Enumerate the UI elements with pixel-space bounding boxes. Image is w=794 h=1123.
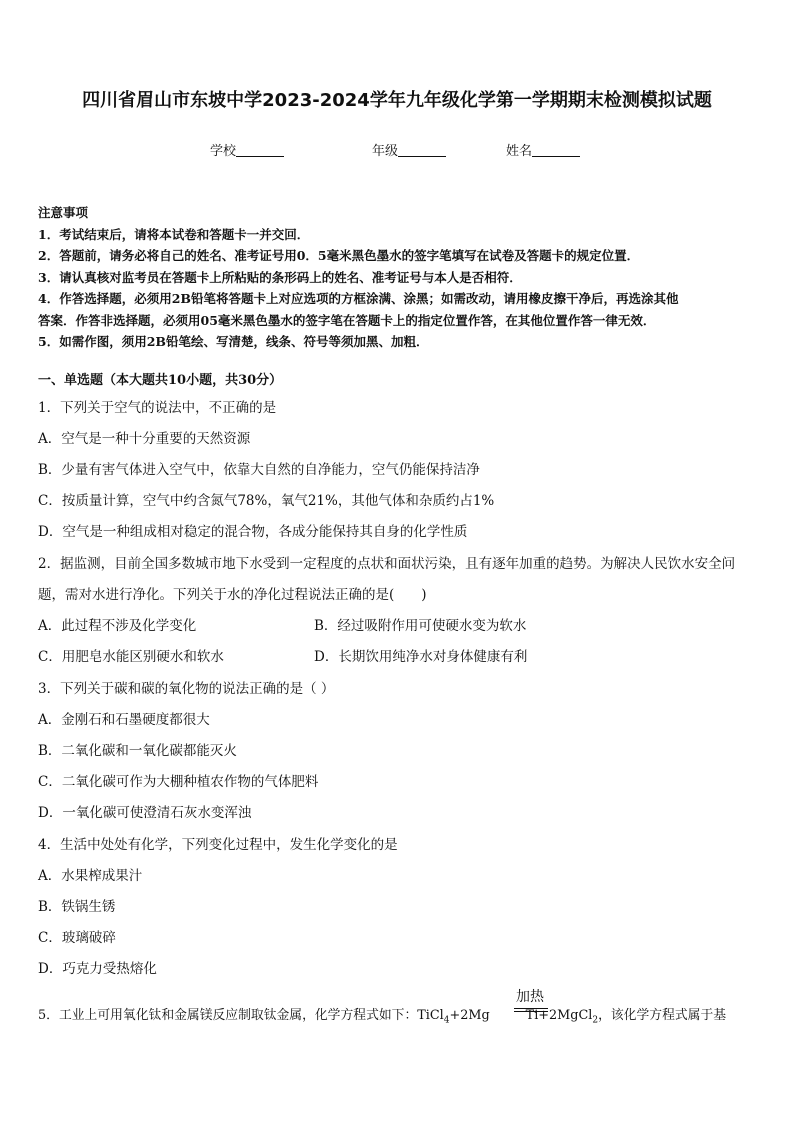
- grade-blank[interactable]: [398, 142, 446, 157]
- q2-option-d[interactable]: D．长期饮用纯净水对身体健康有利: [314, 649, 528, 665]
- note-item: 4．作答选择题，必须用2B铅笔将答题卡上对应选项的方框涂满、涂黑；如需改动，请用橡皮擦干净后，再选涂其他: [38, 291, 679, 306]
- name-field[interactable]: [506, 140, 580, 159]
- notes-block: [38, 202, 763, 353]
- q1-option-c[interactable]: C．按质量计算，空气中约含氮气78%，氧气21%，其他气体和杂质约占1%: [38, 493, 495, 509]
- q4-option-a[interactable]: A．水果榨成果汁: [38, 868, 143, 884]
- q3-option-c[interactable]: C．二氧化碳可作为大棚种植农作物的气体肥料: [38, 774, 319, 790]
- q5-sub-4: 4: [443, 1015, 450, 1026]
- q5-sub-2: 2: [592, 1015, 599, 1026]
- q2-option-c[interactable]: C．用肥皂水能区别硬水和软水: [38, 649, 224, 665]
- q5-stem: [38, 1004, 726, 1026]
- note-item: 1．考试结束后，请将本试卷和答题卡一并交回．: [38, 226, 310, 242]
- grade-label: 年级: [372, 144, 399, 159]
- notes-heading: 注意事项: [38, 205, 89, 220]
- q1-stem: 1．下列关于空气的说法中，不正确的是: [38, 400, 277, 416]
- q5-stem-tail: ，该化学方程式属于基: [598, 1008, 727, 1023]
- section-heading: 一、单选题（本大题共10小题，共30分）: [38, 373, 283, 388]
- q3-option-b[interactable]: B．二氧化碳和一氧化碳都能灭火: [38, 743, 237, 759]
- q1-option-d[interactable]: D．空气是一种组成相对稳定的混合物，各成分能保持其自身的化学性质: [38, 524, 468, 540]
- q2-stem-line1: 2．据监测，目前全国多数城市地下水受到一定程度的点状和面状污染，且有逐年加重的趋势。为解决人民饮水安全问: [38, 556, 736, 572]
- reaction-condition: 加热: [516, 989, 544, 1005]
- q5-stem-mid: +2Mg: [449, 1008, 490, 1023]
- q4-option-c[interactable]: C．玻璃破碎: [38, 930, 116, 946]
- q1-option-a[interactable]: A．空气是一种十分重要的天然资源: [38, 431, 251, 447]
- q3-option-a[interactable]: A．金刚石和石墨硬度都很大: [38, 712, 210, 728]
- q5-stem-pre: 5．工业上可用氧化钛和金属镁反应制取钛金属，化学方程式如下：TiCl: [38, 1008, 444, 1023]
- q4-stem: 4．生活中处处有化学，下列变化过程中，发生化学变化的是: [38, 837, 398, 853]
- grade-field[interactable]: [372, 140, 446, 159]
- name-blank[interactable]: [532, 142, 580, 157]
- q2-stem-line2: 题，需对水进行净化。下列关于水的净化过程说法正确的是( ): [38, 587, 427, 603]
- note-item: 答案．作答非选择题，必须用05毫米黑色墨水的签字笔在答题卡上的指定位置作答，在其他位置作答一律无效．: [38, 312, 656, 328]
- school-blank[interactable]: [236, 142, 284, 157]
- note-item: 3．请认真核对监考员在答题卡上所粘贴的条形码上的姓名、准考证号与本人是否相符．: [38, 269, 522, 285]
- q2-option-b[interactable]: B．经过吸附作用可使硬水变为软水: [314, 618, 527, 634]
- q4-option-d[interactable]: D．巧克力受热熔化: [38, 961, 157, 977]
- page-title: 四川省眉山市东坡中学2023-2024学年九年级化学第一学期期末检测模拟试题: [82, 90, 712, 111]
- q1-option-b[interactable]: B．少量有害气体进入空气中，依靠大自然的自净能力，空气仍能保持洁净: [38, 462, 480, 478]
- q4-option-b[interactable]: B．铁锅生锈: [38, 899, 116, 915]
- note-item: 5．如需作图，须用2B铅笔绘、写清楚，线条、符号等须加黑、加粗．: [38, 334, 429, 349]
- note-item: 2．答题前，请务必将自己的姓名、准考证号用0．5毫米黑色墨水的签字笔填写在试卷及答题卡的规定位置．: [38, 248, 640, 263]
- q3-option-d[interactable]: D．一氧化碳可使澄清石灰水变浑浊: [38, 805, 252, 821]
- q3-stem: 3．下列关于碳和碳的氧化物的说法正确的是（ ）: [38, 681, 335, 697]
- school-label: 学校: [210, 144, 237, 159]
- q5-stem-post: Ti+2MgCl: [525, 1008, 593, 1023]
- name-label: 姓名: [506, 144, 533, 159]
- school-field[interactable]: [210, 140, 284, 159]
- q2-option-a[interactable]: A．此过程不涉及化学变化: [38, 618, 197, 634]
